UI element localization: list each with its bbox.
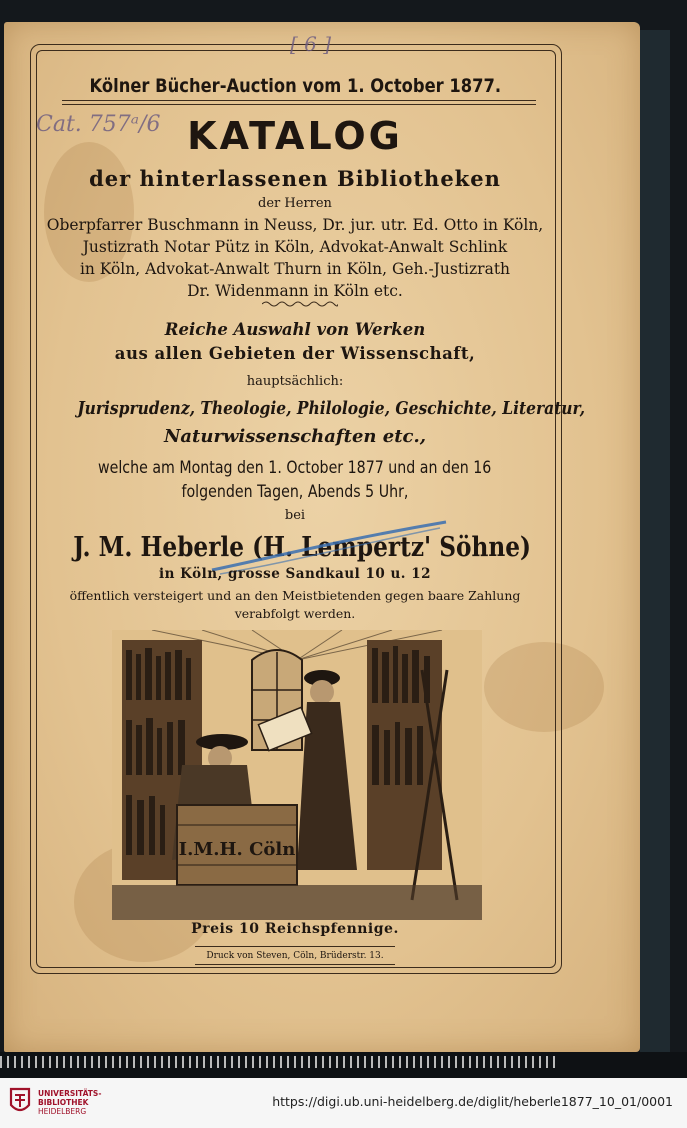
printer-rule-bottom <box>195 964 395 965</box>
university-logo-icon[interactable] <box>9 1087 31 1117</box>
auction-heading <box>36 75 554 97</box>
university-logo-text[interactable] <box>38 1089 101 1116</box>
bei-line: bei <box>284 508 306 523</box>
printer-line: Druck von Steven, Cöln, Brüderstr. 13. <box>206 951 384 961</box>
owners-line-1: Oberpfarrer Buschmann in Neuss, Dr. jur. utr. Ed. Otto in Köln, <box>46 216 544 234</box>
right-bookshelf <box>367 640 442 870</box>
crate-label: I.M.H. Cöln <box>178 839 296 860</box>
terms-line-2: verabfolgt werden. <box>234 606 356 621</box>
heading-rule <box>62 100 536 101</box>
dates-line-2 <box>36 482 554 501</box>
dates-line-2-text: folgenden Tagen, Abends 5 Uhr, <box>181 482 409 501</box>
dates-line-1-text: welche am Montag den 1. October 1877 und an den 16 <box>98 458 492 477</box>
printer-rule-top <box>195 946 395 947</box>
terms-line-1: öffentlich versteigert und an den Meistbietenden gegen baare Zahlung <box>69 588 521 603</box>
ornamental-squiggle <box>262 300 338 308</box>
selection-heading: Reiche Auswahl von Werken <box>164 320 426 339</box>
owners-line-2: Justizrath Notar Pütz in Köln, Advokat-Anwalt Schlink <box>82 238 508 256</box>
selection-line-2: aus allen Gebieten der Wissenschaft, <box>114 344 476 363</box>
pencil-margin-note: Cat. 757ᵃ/6 <box>36 112 161 137</box>
catalog-title: KATALOG <box>187 114 403 158</box>
owners-line-4: Dr. Widenmann in Köln etc. <box>187 282 403 300</box>
catalog-subtitle: der hinterlassenen Bibliotheken <box>89 166 501 191</box>
heading-rule-thin <box>62 104 536 105</box>
scan-background-edge <box>640 30 670 1060</box>
logo-text-line-1: UNIVERSITÄTS- <box>38 1089 102 1098</box>
pencil-page-number: [ 6 ] <box>290 32 332 56</box>
subjects-line-1 <box>36 398 585 419</box>
permalink-url[interactable]: https://digi.ub.uni-heidelberg.de/diglit/heberle1877_10_01/0001 <box>272 1094 673 1109</box>
logo-text-line-2: BIBLIOTHEK <box>38 1098 89 1107</box>
scan-ruler <box>0 1052 687 1078</box>
logo-text-line-3: HEIDELBERG <box>38 1107 87 1116</box>
publisher-text: J. M. Heberle (H. Lempertz' Söhne) <box>73 532 532 563</box>
book-crate <box>177 805 297 885</box>
owners-line-3: in Köln, Advokat-Anwalt Thurn in Köln, Geh.-Justizrath <box>79 260 511 278</box>
dates-line-1 <box>36 458 554 477</box>
ruler-ticks <box>0 1056 560 1068</box>
subjects-line-2: Naturwissenschaften etc., <box>163 426 427 447</box>
herren-line: der Herren <box>258 196 332 211</box>
address-line: in Köln, grosse Sandkaul 10 u. 12 <box>159 566 431 582</box>
viewer-footer <box>0 1078 687 1128</box>
library-engraving <box>112 630 482 920</box>
hauptsaechlich-line: hauptsächlich: <box>246 374 344 389</box>
subjects-line-1-text: Jurisprudenz, Theologie, Philologie, Geschichte, Literatur, <box>77 398 585 419</box>
auction-heading-text: Kölner Bücher-Auction vom 1. October 1877. <box>89 75 501 97</box>
price-line: Preis 10 Reichspfennige. <box>191 921 399 937</box>
